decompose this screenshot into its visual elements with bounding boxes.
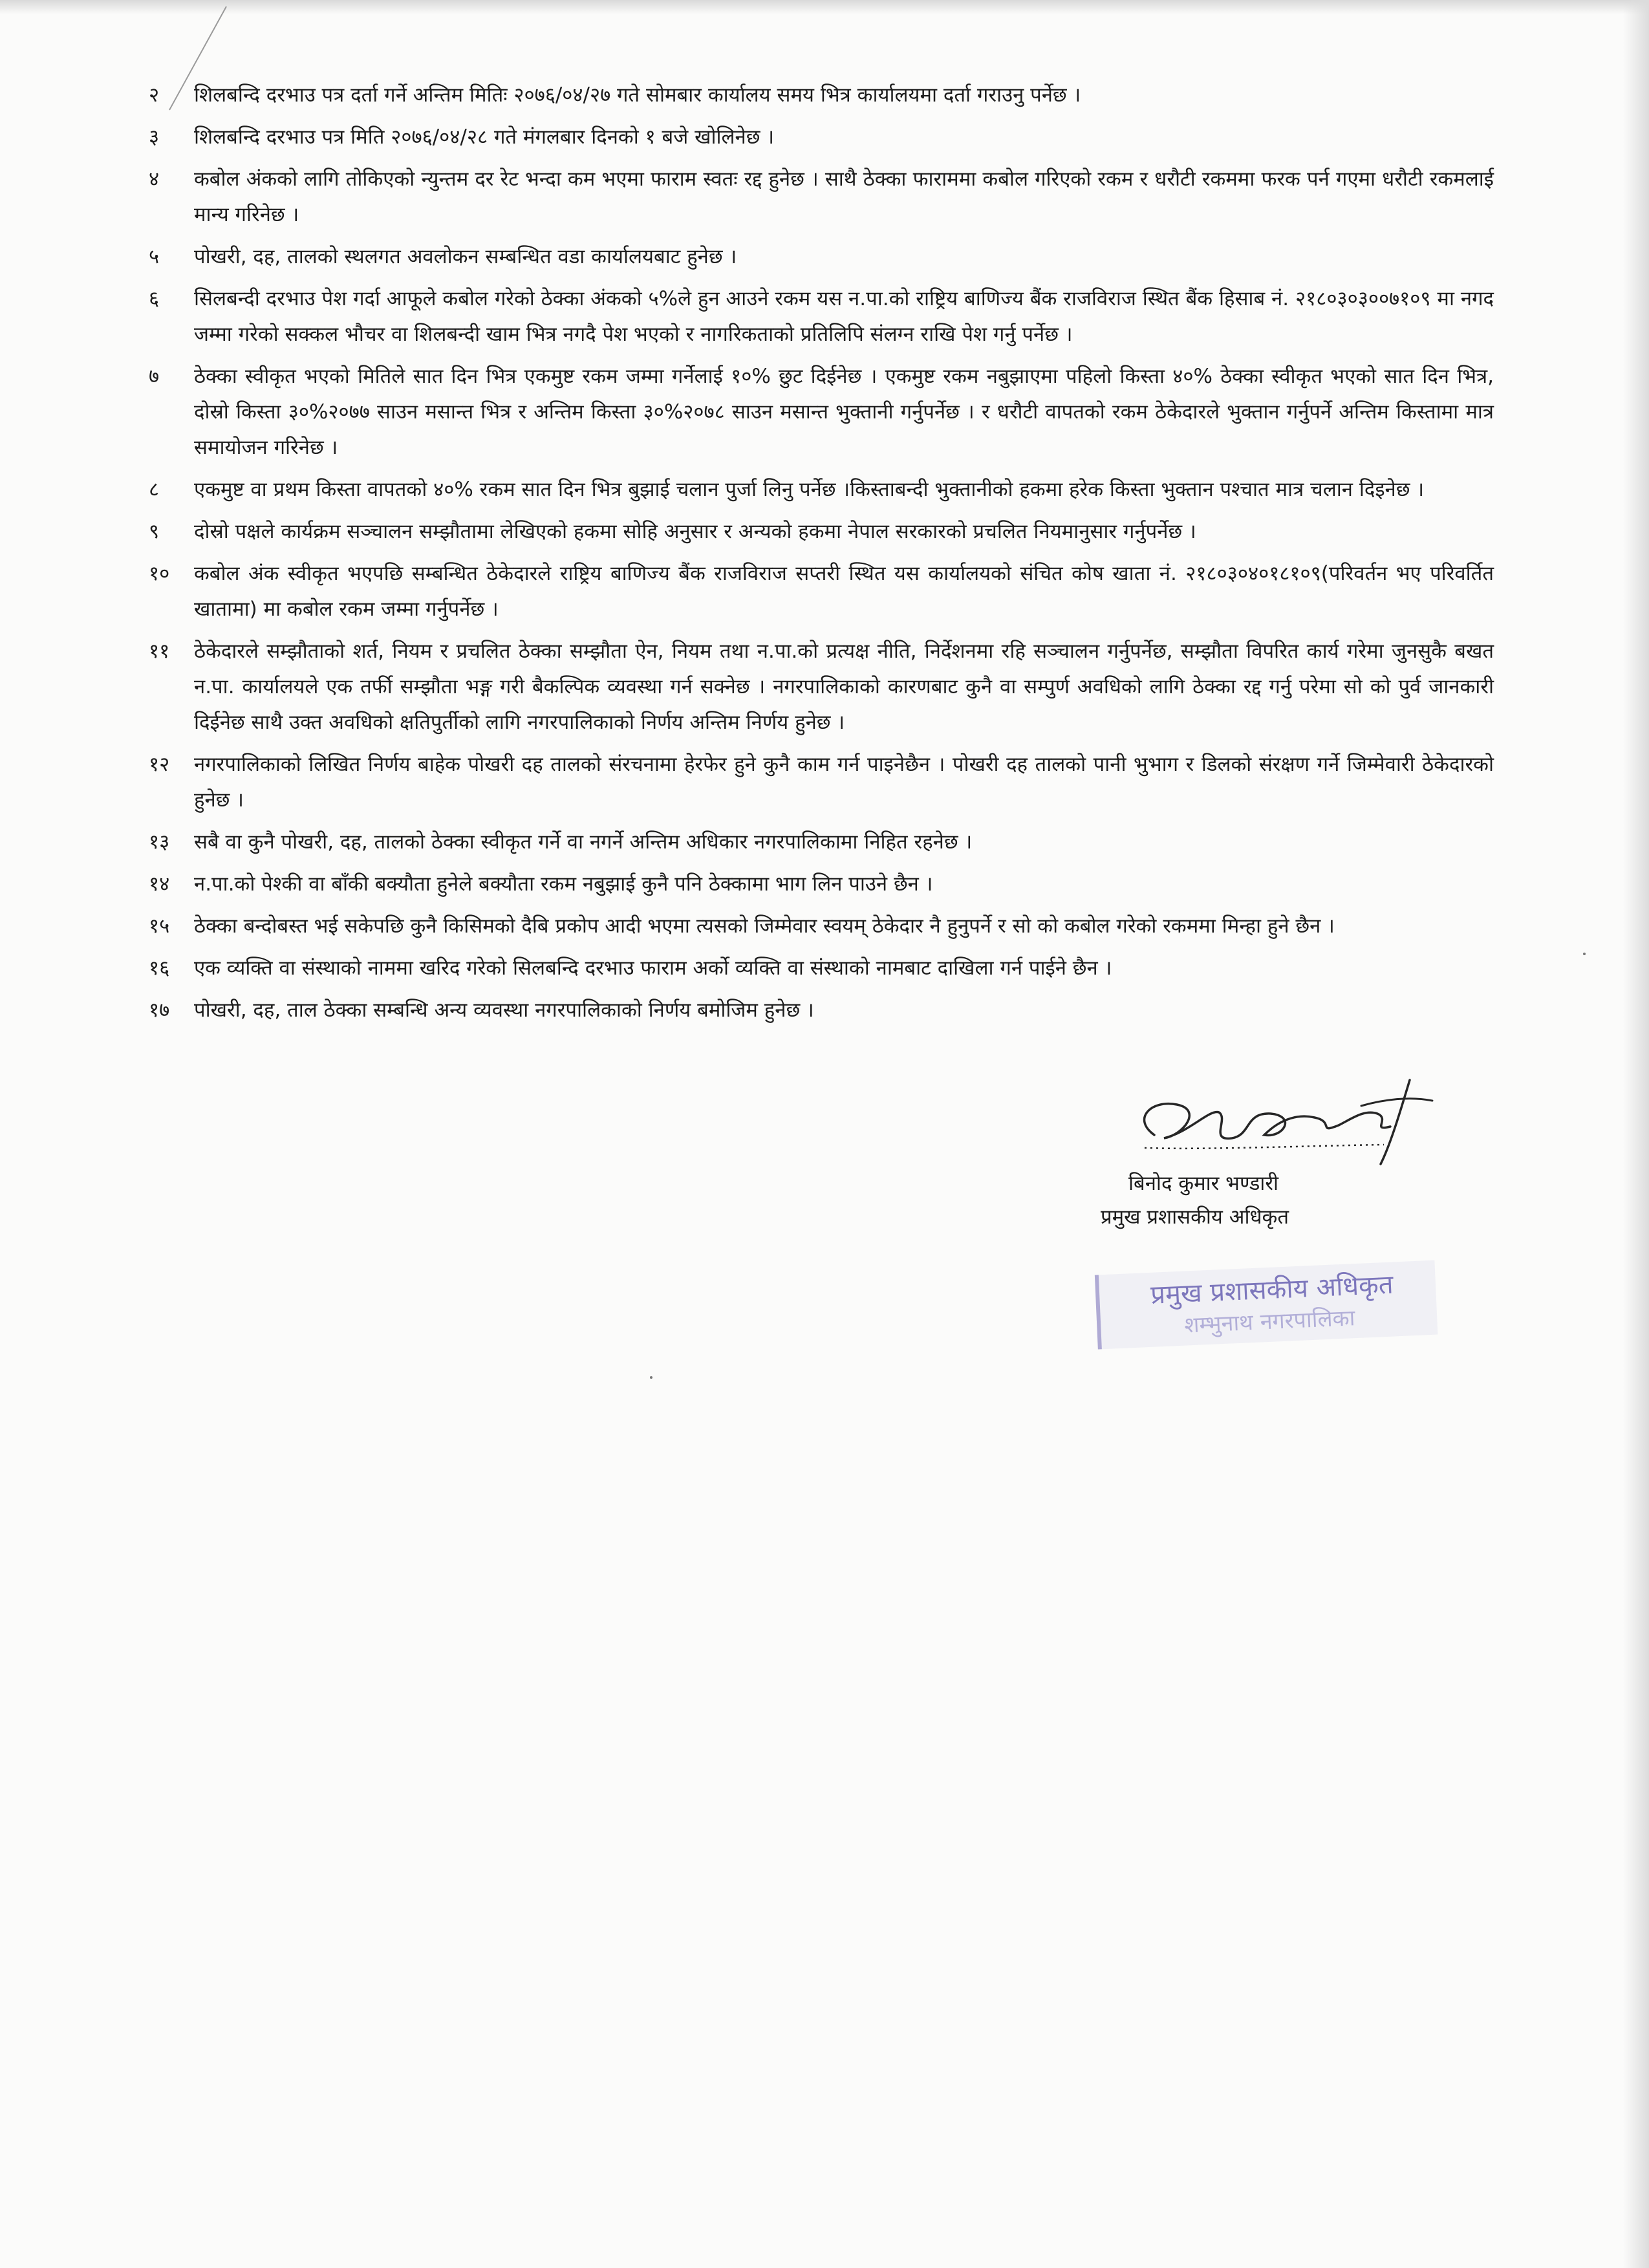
clause-item — [149, 78, 1494, 113]
clause-item — [149, 472, 1494, 508]
clause-number: ८ — [149, 478, 160, 501]
clause-item — [149, 634, 1494, 740]
clause-text: ठेक्का बन्दोबस्त भई सकेपछि कुनै किसिमको दैबि प्रकोप आदी भएमा त्यसको जिम्मेवार स्वयम् ठेकेदार नै हुनुपर्ने र सो को कबोल गरेको रकममा मिन्हा हुने छैन । — [194, 914, 1335, 938]
clause-item — [149, 993, 1494, 1028]
clause-text: सिलबन्दी दरभाउ पेश गर्दा आफूले कबोल गरेको ठेक्का अंकको ५%ले हुन आउने रकम यस न.पा.को राष्ट्रिय बाणिज्य बैंक राजविराज स्थित बैंक हिसाब नं. २१८०३०३००७१०९ मा नगद जम्मा गरेको सक्कल भौचर वा शिलबन्दी खाम भित्र नगदै पेश भएको र नागरिकताको प्रतिलिपि संलग्न राखि पेश गर्नु पर्नेछ । — [194, 287, 1494, 346]
clause-text: ठेक्का स्वीकृत भएको मितिले सात दिन भित्र एकमुष्ट रकम जम्मा गर्नेलाई १०% छुट दिईनेछ । एकमुष्ट रकम नबुझाएमा पहिलो किस्ता ४०% ठेक्का स्वीकृत भएको सात दिन भित्र, दोस्रो किस्ता ३०%२०७७ साउन मसान्त भित्र र अन्तिम किस्ता ३०%२०७८ साउन मसान्त भुक्तानी गर्नुपर्नेछ । र धरौटी वापतको रकम ठेकेदारले भुक्तान गर्नुपर्ने अन्तिम किस्तामा मात्र समायोजन गरिनेछ । — [194, 365, 1494, 459]
clause-text: एक व्यक्ति वा संस्थाको नाममा खरिद गरेको सिलबन्दि दरभाउ फाराम अर्को व्यक्ति वा संस्थाको नामबाट दाखिला गर्न पाईने छैन । — [194, 956, 1112, 980]
clause-text: पोखरी, दह, तालको स्थलगत अवलोकन सम्बन्धित वडा कार्यालयबाट हुनेछ । — [194, 245, 737, 268]
signatory-title: प्रमुख प्रशासकीय अधिकृत — [1101, 1205, 1289, 1229]
clause-item — [149, 909, 1494, 944]
clause-text: शिलबन्दि दरभाउ पत्र मिति २०७६/०४/२८ गते मंगलबार दिनको १ बजे खोलिनेछ । — [194, 125, 775, 149]
clause-item — [149, 747, 1494, 818]
clause-number: ४ — [149, 167, 160, 191]
clause-number: १३ — [149, 830, 170, 854]
signatory-name: बिनोद कुमार भण्डारी — [1128, 1172, 1279, 1195]
clause-number: १५ — [149, 914, 170, 938]
clause-item — [149, 951, 1494, 986]
clause-item — [149, 867, 1494, 902]
clause-number: १७ — [149, 999, 170, 1022]
stamp-title-text: प्रमुख प्रशासकीय अधिकृत — [1150, 1269, 1394, 1310]
clause-item — [149, 556, 1494, 627]
clause-text: एकमुष्ट वा प्रथम किस्ता वापतको ४०% रकम सात दिन भित्र बुझाई चलान पुर्जा लिनु पर्नेछ ।किस्ताबन्दी भुक्तानीको हकमा हरेक किस्ता भुक्तान पश्चात मात्र चलान दिइनेछ । — [194, 478, 1425, 501]
handwritten-signature — [1106, 1074, 1442, 1171]
clause-number: ९ — [149, 520, 160, 543]
terms-clause-list — [149, 78, 1494, 1035]
clause-text: सबै वा कुनै पोखरी, दह, तालको ठेक्का स्वीकृत गर्ने वा नगर्ने अन्तिम अधिकार नगरपालिकामा निहित रहनेछ । — [194, 830, 973, 854]
clause-text: दोस्रो पक्षले कार्यक्रम सञ्चालन सम्झौतामा लेखिएको हकमा सोहि अनुसार र अन्यको हकमा नेपाल सरकारको प्रचलित नियमानुसार गर्नुपर्नेछ । — [194, 520, 1196, 543]
office-stamp — [1084, 1247, 1450, 1359]
clause-number: १४ — [149, 872, 170, 896]
stamp-office-text: शम्भुनाथ नगरपालिका — [1183, 1305, 1356, 1339]
clause-number: १२ — [149, 753, 170, 776]
clause-number: ५ — [149, 245, 160, 268]
scan-speck — [650, 1376, 652, 1379]
clause-item — [149, 162, 1494, 233]
clause-number: १० — [149, 562, 170, 585]
clause-item — [149, 514, 1494, 550]
signature-block — [1086, 1074, 1474, 1384]
scan-right-edge — [1623, 0, 1649, 2268]
clause-text: न.पा.को पेश्की वा बाँकी बक्यौता हुनेले बक्यौता रकम नबुझाई कुनै पनि ठेक्कामा भाग लिन पाउने छैन । — [194, 872, 933, 896]
clause-item — [149, 825, 1494, 860]
clause-number: ७ — [149, 365, 160, 388]
clause-item — [149, 359, 1494, 466]
clause-number: २ — [149, 83, 160, 107]
clause-item — [149, 120, 1494, 155]
clause-number: १६ — [149, 956, 170, 980]
scan-speck — [1583, 953, 1586, 955]
clause-number: ३ — [149, 125, 160, 149]
clause-text: ठेकेदारले सम्झौताको शर्त, नियम र प्रचलित ठेक्का सम्झौता ऐन, नियम तथा न.पा.को प्रत्यक्ष नीति, निर्देशनमा रहि सञ्चालन गर्नुपर्नेछ, सम्झौता विपरित कार्य गरेमा जुनसुकै बखत न.पा. कार्यालयले एक तर्फी सम्झौता भङ्ग गरी बैकल्पिक व्यवस्था गर्न सक्नेछ । नगरपालिकाको कारणबाट कुनै वा सम्पुर्ण अवधिको लागि ठेक्का रद्द गर्नु परेमा सो को पुर्व जानकारी दिईनेछ साथै उक्त अवधिको क्षतिपुर्तीको लागि नगरपालिकाको निर्णय अन्तिम निर्णय हुनेछ । — [194, 640, 1494, 734]
clause-text: पोखरी, दह, ताल ठेक्का सम्बन्धि अन्य व्यवस्था नगरपालिकाको निर्णय बमोजिम हुनेछ । — [194, 999, 814, 1022]
clause-text: कबोल अंकको लागि तोकिएको न्युन्तम दर रेट भन्दा कम भएमा फाराम स्वतः रद्द हुनेछ । साथै ठेक्का फाराममा कबोल गरिएको रकम र धरौटी रकममा फरक पर्न गएमा धरौटी रकमलाई मान्य गरिनेछ । — [194, 167, 1494, 226]
clause-item — [149, 281, 1494, 352]
clause-text: कबोल अंक स्वीकृत भएपछि सम्बन्धित ठेकेदारले राष्ट्रिय बाणिज्य बैंक राजविराज सप्तरी स्थित यस कार्यालयको संचित कोष खाता नं. २१८०३०४०१८१०९(परिवर्तन भए परिवर्तित खातामा) मा कबोल रकम जम्मा गर्नुपर्नेछ । — [194, 562, 1494, 621]
clause-number: ११ — [149, 640, 170, 663]
clause-item — [149, 239, 1494, 275]
clause-number: ६ — [149, 287, 160, 310]
clause-text: नगरपालिकाको लिखित निर्णय बाहेक पोखरी दह तालको संरचनामा हेरफेर हुने कुनै काम गर्न पाइनेछैन । पोखरी दह तालको पानी भुभाग र डिलको संरक्षण गर्ने जिम्मेवारी ठेकेदारको हुनेछ । — [194, 753, 1494, 812]
clause-text: शिलबन्दि दरभाउ पत्र दर्ता गर्ने अन्तिम मितिः २०७६/०४/२७ गते सोमबार कार्यालय समय भित्र कार्यालयमा दर्ता गराउनु पर्नेछ । — [194, 83, 1081, 107]
